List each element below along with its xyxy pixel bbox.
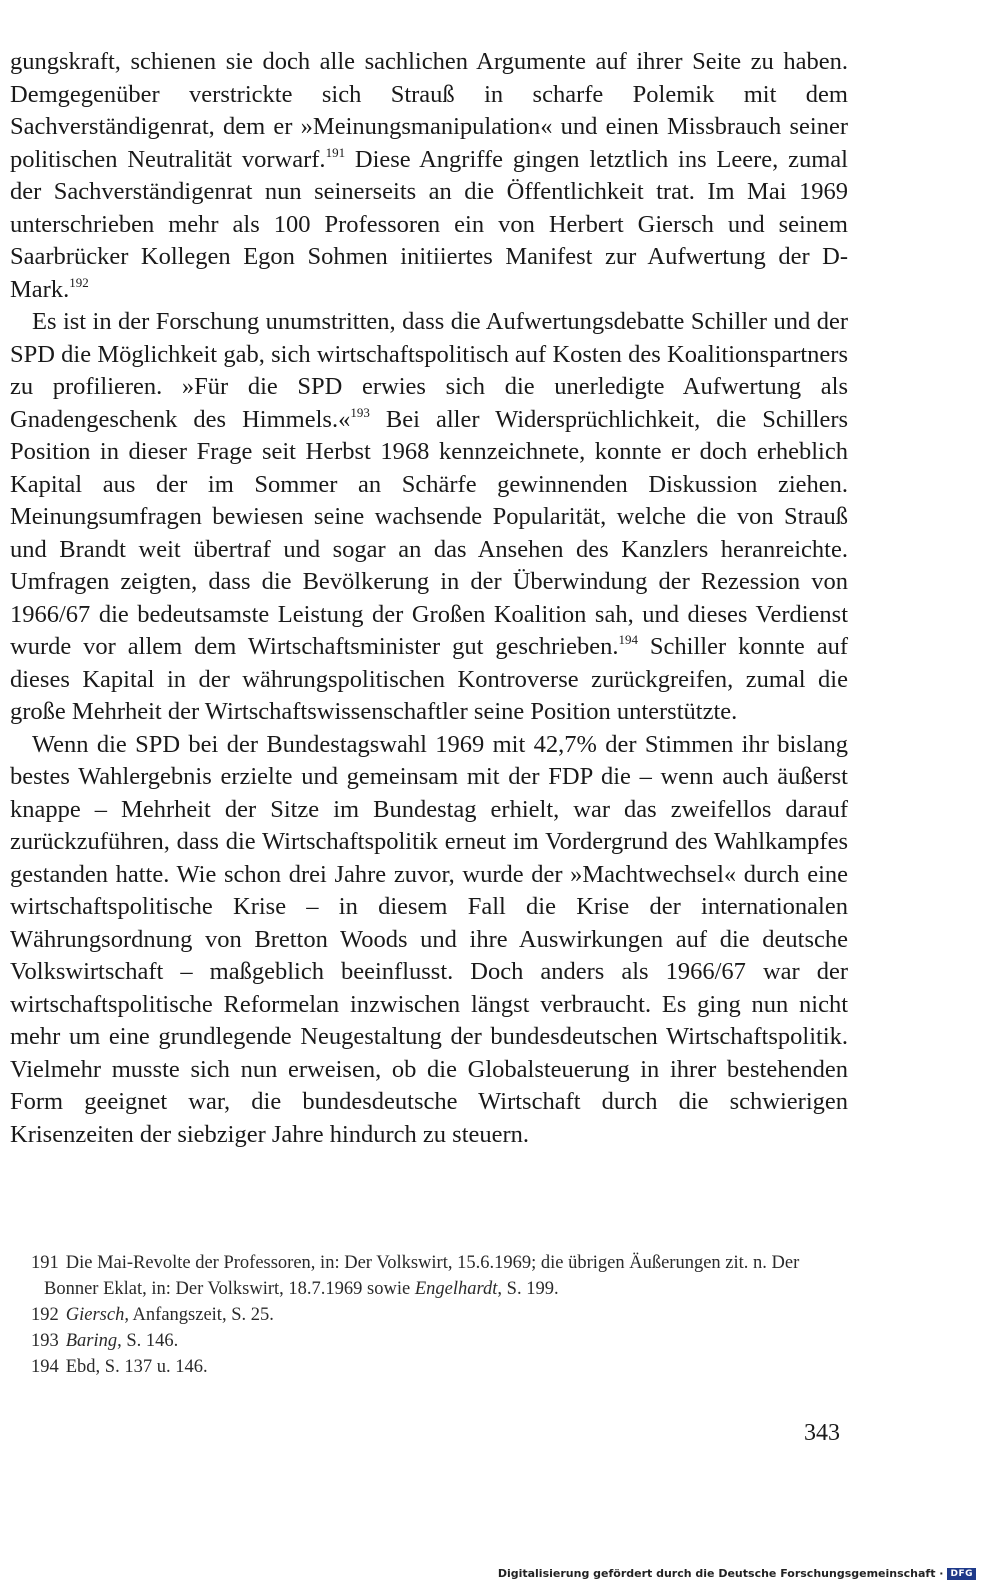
book-page: [10, 46, 848, 1151]
footnote-number: 193: [31, 1331, 59, 1351]
credit-text: Digitalisierung gefördert durch die Deutsche Forschungsgemeinschaft ·: [497, 1567, 944, 1580]
footnote-text: Ebd, S. 137 u. 146.: [65, 1357, 208, 1377]
footnote-text: Die Mai-Revolte der Professoren, in: Der Volkswirt, 15.6.1969; die übrigen Äußerungen zit. n. Der Bonner Eklat, in: Der Volkswirt, 18.7.1969 sowie: [44, 1253, 800, 1299]
paragraph-1-text-a: gungskraft, schienen sie doch alle sachlichen Argumente auf ihrer Seite zu haben. Demgegenüber verstrickte sich Strauß in scharfe Polemik mit dem Sachverständigenrat, dem er »Meinungsmanipulation« und einen Missbrauch seiner politischen Neutralität vorwarf.: [10, 48, 848, 173]
footnote-ref-191: 191: [325, 144, 346, 160]
footnote-author: Baring: [65, 1331, 118, 1351]
footnote-193: [10, 1328, 848, 1354]
footnote-194: [10, 1354, 848, 1380]
paragraph-2-text-b: Bei aller Widersprüchlichkeit, die Schillers Position in dieser Frage seit Herbst 1968 kennzeichnete, konnte er doch erheblich Kapital aus der im Sommer an Schärfe gewinnenden Diskussion ziehen. Meinungsumfragen bewiesen seine wachsende Popularität, welche die von Strauß und Brandt weit übertraf und sogar an das Ansehen des Kanzlers heranreichte. Umfragen zeigten, dass die Bevölkerung in der Überwindung der Rezession von 1966/67 die bedeutsamste Leistung der Großen Koalition sah, und dieses Verdienst wurde vor allem dem Wirtschaftsminister gut geschrieben.: [10, 405, 849, 660]
paragraph-2-text-a: Es ist in der Forschung unumstritten, dass die Aufwertungsdebatte Schiller und der SPD die Möglichkeit gab, sich wirtschaftspolitisch auf Kosten des Koalitionspartners zu profilieren. »Für die SPD erwies sich die unerledigte Aufwertung als Gnadengeschenk des Himmels.«: [10, 308, 848, 433]
footnote-192: [10, 1302, 848, 1328]
footnote-ref-192: 192: [69, 274, 89, 290]
page-number: 343: [804, 1420, 840, 1446]
footnote-ref-193: 193: [350, 404, 370, 420]
footnote-author: Giersch: [65, 1305, 125, 1325]
paragraph-2-text-c: Schiller konnte auf dieses Kapital in der währungspolitischen Kontroverse zurückgreifen, zumal die große Mehrheit der Wirtschaftswissenschaftler seine Position unterstützte.: [10, 633, 849, 725]
footnote-text: , S. 146.: [117, 1331, 179, 1351]
footnote-ref-194: 194: [618, 632, 638, 647]
paragraph-1-text-b: Diese Angriffe gingen letztlich ins Leere, zumal der Sachverständigenrat nun seinerseits an die Öffentlichkeit trat. Im Mai 1969 unterschrieben mehr als 100 Professoren ein von Herbert Giersch und seinem Saarbrücker Kollegen Egon Sohmen initiiertes Manifest zur Aufwertung der D-Mark.: [10, 145, 848, 303]
footnote-text-tail: , S. 199.: [497, 1279, 559, 1299]
footnote-author: Engelhardt: [414, 1279, 498, 1299]
footnote-number: 191: [31, 1253, 59, 1273]
footnotes: [10, 1250, 848, 1380]
digitization-credit: [498, 1567, 976, 1580]
footnote-191: [10, 1250, 848, 1302]
paragraph-2: [10, 306, 848, 729]
footnote-number: 192: [31, 1305, 59, 1325]
dfg-logo: DFG: [947, 1568, 976, 1580]
main-text: [10, 46, 848, 1151]
paragraph-1: [10, 46, 848, 306]
footnote-text: , Anfangszeit, S. 25.: [124, 1305, 274, 1325]
footnote-number: 194: [31, 1357, 59, 1377]
paragraph-3: Wenn die SPD bei der Bundestagswahl 1969 mit 42,7% der Stimmen ihr bislang bestes Wahlergebnis erzielte und gemeinsam mit der FDP die – wenn auch äußerst knappe – Mehrheit der Sitze im Bundestag erhielt, war das zweifellos darauf zurückzuführen, dass die Wirtschaftspolitik erneut im Vordergrund des Wahlkampfes gestanden hatte. Wie schon drei Jahre zuvor, wurde der »Machtwechsel« durch eine wirtschaftspolitische Krise – in diesem Fall die Krise der internationalen Währungsordnung von Bretton Woods und ihre Auswirkungen auf die deutsche Volkswirtschaft – maßgeblich beeinflusst. Doch anders als 1966/67 war der wirtschaftspolitische Reformelan inzwischen längst verbraucht. Es ging nun nicht mehr um eine grundlegende Neugestaltung der bundesdeutschen Wirtschaftspolitik. Vielmehr musste sich nun erweisen, ob die Globalsteuerung in ihrer bestehenden Form geeignet war, die bundesdeutsche Wirtschaft durch die schwierigen Krisenzeiten der siebziger Jahre hindurch zu steuern.: [10, 730, 848, 1148]
